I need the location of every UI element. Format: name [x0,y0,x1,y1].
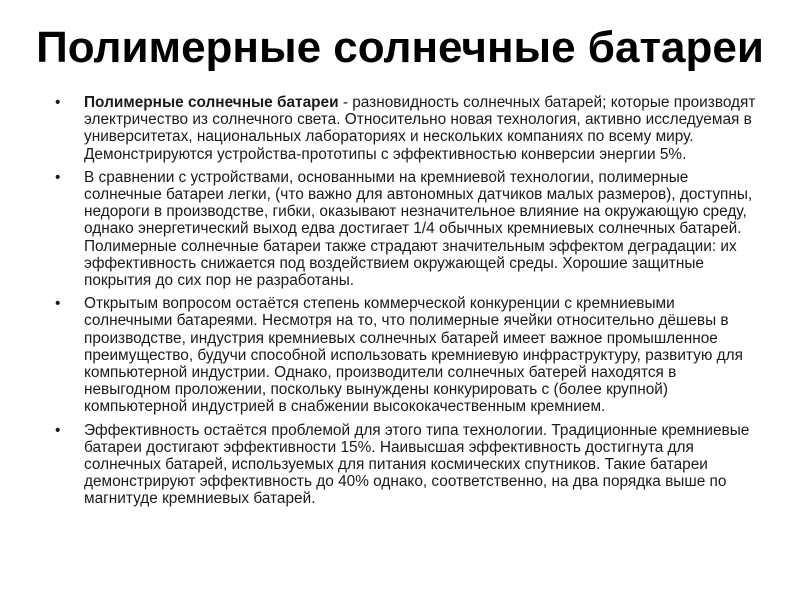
bullet-text: Эффективность остаётся проблемой для этого типа технологии. Традиционные кремниевые батареи достигают эффективности 15%. Наивысшая эффективность достигнута для солнечных батарей, используемых для питания космических спутников. Такие батареи демонстрируют эффективность до 40% однако, соответственно, на два порядка выше по магнитуде кремниевых батарей. [84,421,750,508]
bullet-text: - разновидность солнечных батарей; которые производят электричество из солнечного света. Относительно новая технология, активно исследуемая в университетах, национальных лабораториях и нескольких компаниях по всему миру. Демонстрируются устройства-прототипы с эффективностью конверсии энергии 5%. [84,94,756,163]
bullet-item [55,94,765,163]
bullet-item [55,422,765,508]
bullet-text: В сравнении с устройствами, основанными на кремниевой технологии, полимерные солнечные батареи легки, (что важно для автономных датчиков малых размеров), доступны, недороги в производстве, гибки, оказывают незначительное влияние на окружающую среду, однако энергетический выход едва достигает 1/4 обычных кремниевых солнечных батарей. Полимерные солнечные батареи также страдают значительным эффектом деградации: их эффективность снижается под воздействием окружающей среды. Хорошие защитные покрытия до сих пор не разработаны. [84,168,753,290]
bullet-icon: • [55,94,61,111]
bullet-term: Полимерные солнечные батареи [84,94,339,111]
bullet-icon: • [55,168,61,186]
bullet-item [55,169,765,289]
slide-title: Полимерные солнечные батареи [36,23,764,72]
bullet-list [55,94,765,514]
bullet-text: Открытым вопросом остаётся степень коммерческой конкуренции с кремниевыми солнечными батареями. Несмотря на то, что полимерные ячейки относительно дёшевы в производстве, индустрия кремниевых солнечных батарей имеет важное промышленное преимущество, будучи способной использовать кремниевую инфраструктуру, развитую для компьютерной индустрии. Однако, производители солнечных батерей находятся в невыгодном проложении, поскольку вынуждены конкурировать с (более крупной) компьютерной индустрией в снабжении высококачественным кремнием. [84,295,743,416]
bullet-item [55,295,765,415]
bullet-icon: • [55,295,61,313]
bullet-icon: • [55,421,61,439]
